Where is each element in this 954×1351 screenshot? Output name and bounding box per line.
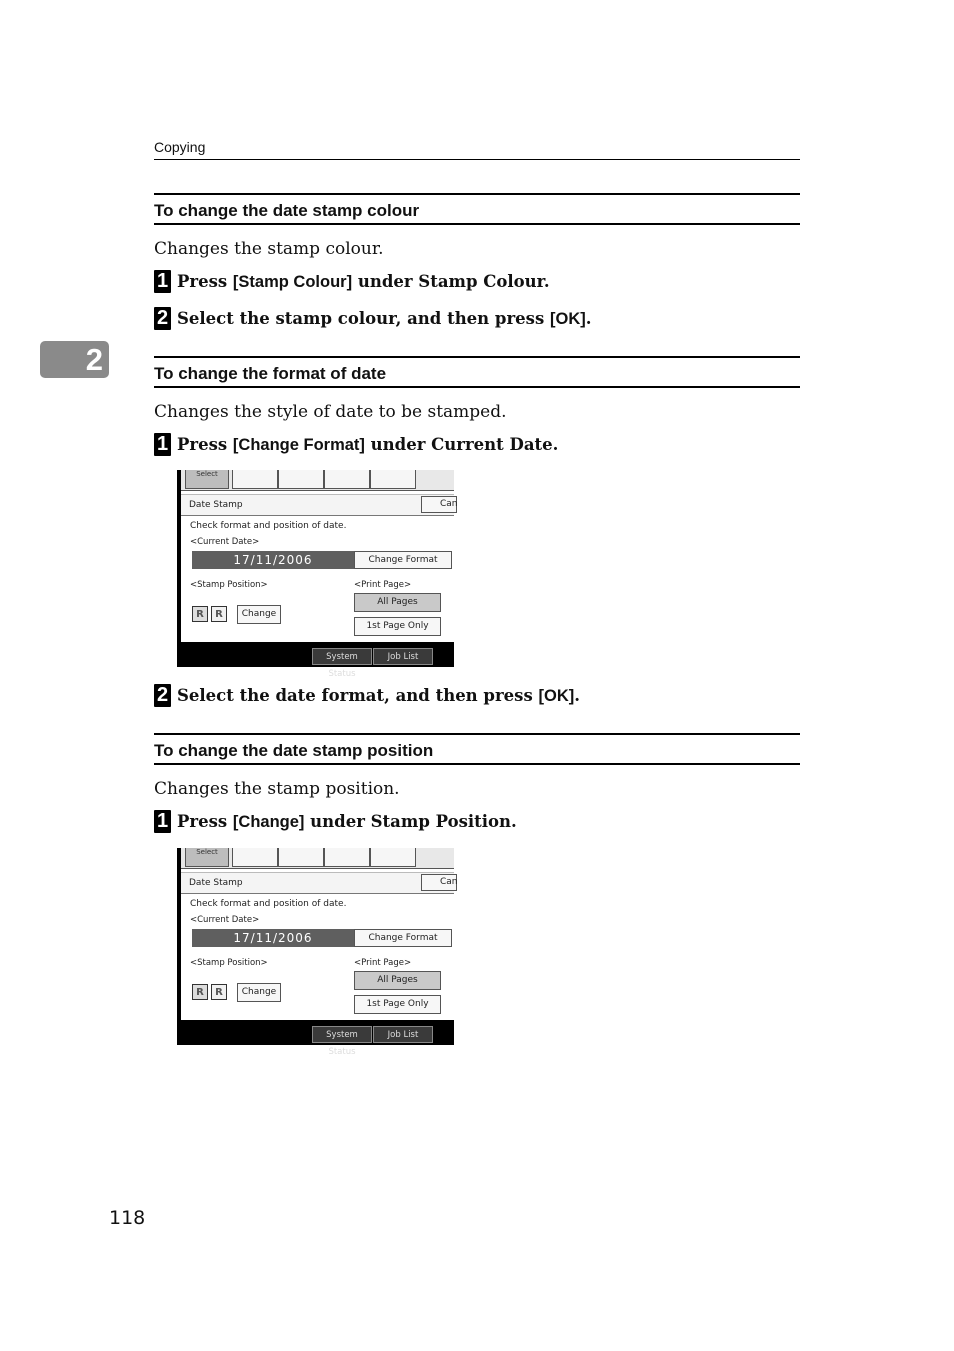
step-text-post: . <box>574 685 580 705</box>
panel-title: Date Stamp <box>189 878 243 888</box>
chapter-tab: 2 <box>40 341 109 378</box>
section-title <box>154 733 800 765</box>
step <box>154 684 580 707</box>
section-title <box>154 356 800 388</box>
step-number: 1 <box>154 270 171 293</box>
section-title <box>154 193 800 225</box>
step <box>154 810 517 833</box>
stamp-position-icon: R <box>211 606 227 622</box>
first-page-only-button: 1st Page Only <box>354 617 441 636</box>
section-date-format <box>154 356 800 388</box>
stamp-position-icon: R <box>211 984 227 1000</box>
section-title-text: To change the date stamp colour <box>154 201 420 220</box>
select-tab: Select <box>185 848 229 867</box>
step-key: [Stamp Colour] <box>232 272 353 291</box>
all-pages-button: All Pages <box>354 971 441 990</box>
step-key: [OK] <box>549 309 586 328</box>
section-description: Changes the style of date to be stamped. <box>154 402 507 422</box>
step-key: [Change] <box>232 812 305 831</box>
current-date-value: 17/11/2006 <box>192 551 354 569</box>
job-list-button: Job List <box>373 648 433 665</box>
step-text-post: under Stamp Position. <box>304 811 517 831</box>
step <box>154 270 550 293</box>
panel-tab <box>370 848 416 867</box>
panel-tabs <box>181 470 454 491</box>
job-list-button: Job List <box>373 1026 433 1043</box>
status-bar <box>177 646 454 679</box>
step-text-pre: Press <box>177 811 233 831</box>
section-title-text: To change the date stamp position <box>154 741 434 760</box>
section-description: Changes the stamp position. <box>154 779 400 799</box>
system-status-button: System Status <box>312 648 372 665</box>
select-tab: Select <box>185 470 229 489</box>
step-text-post: under Current Date. <box>364 434 559 454</box>
step-text-pre: Select the date format, and then press <box>177 685 539 705</box>
instruction-text: Check format and position of date. <box>190 899 347 909</box>
step-number: 1 <box>154 433 171 456</box>
step-number: 1 <box>154 810 171 833</box>
stamp-position-label: <Stamp Position> <box>190 580 268 590</box>
panel-tab <box>370 470 416 489</box>
panel-titlebar <box>181 872 458 894</box>
first-page-only-button: 1st Page Only <box>354 995 441 1014</box>
panel-body <box>181 848 458 1020</box>
step-text-pre: Press <box>177 271 233 291</box>
step-text-post: . <box>585 308 592 328</box>
print-page-label: <Print Page> <box>354 958 412 968</box>
all-pages-button: All Pages <box>354 593 441 612</box>
change-button: Change <box>237 983 281 1002</box>
change-format-button: Change Format <box>354 929 452 947</box>
current-date-label: <Current Date> <box>190 915 260 925</box>
page-number: 118 <box>109 1207 146 1229</box>
current-date-label: <Current Date> <box>190 537 260 547</box>
print-page-label: <Print Page> <box>354 580 412 590</box>
running-head: Copying <box>154 139 206 155</box>
section-title-text: To change the format of date <box>154 364 387 383</box>
stamp-position-icon: R <box>192 606 208 622</box>
system-status-button: System Status <box>312 1026 372 1043</box>
step <box>154 433 558 456</box>
section-description: Changes the stamp colour. <box>154 239 384 259</box>
step-key: [Change Format] <box>232 435 365 454</box>
step-number: 2 <box>154 307 171 330</box>
panel-titlebar <box>181 494 458 516</box>
section-date-stamp-position <box>154 733 800 765</box>
panel-tabs <box>181 848 454 869</box>
step-key: [OK] <box>538 686 575 705</box>
step-text-pre: Select the stamp colour, and then press <box>177 308 550 328</box>
stamp-position-label: <Stamp Position> <box>190 958 268 968</box>
panel-tab <box>278 470 324 489</box>
date-stamp-panel-screenshot <box>177 470 458 679</box>
change-format-button: Change Format <box>354 551 452 569</box>
step-text-post: under Stamp Colour. <box>352 271 550 291</box>
panel-title: Date Stamp <box>189 500 243 510</box>
step-text-pre: Press <box>177 434 233 454</box>
section-date-stamp-colour <box>154 193 800 225</box>
panel-tab <box>232 470 278 489</box>
panel-tab <box>232 848 278 867</box>
step <box>154 307 591 330</box>
instruction-text: Check format and position of date. <box>190 521 347 531</box>
panel-tab <box>278 848 324 867</box>
panel-tab <box>324 470 370 489</box>
date-stamp-panel-screenshot <box>177 848 458 1057</box>
cancel-button: Can <box>421 874 457 891</box>
stamp-position-icon: R <box>192 984 208 1000</box>
current-date-value: 17/11/2006 <box>192 929 354 947</box>
panel-tab <box>324 848 370 867</box>
header-rule <box>154 159 800 160</box>
status-bar <box>177 1024 454 1057</box>
change-button: Change <box>237 605 281 624</box>
step-number: 2 <box>154 684 171 707</box>
panel-body <box>181 470 458 642</box>
cancel-button: Can <box>421 496 457 513</box>
